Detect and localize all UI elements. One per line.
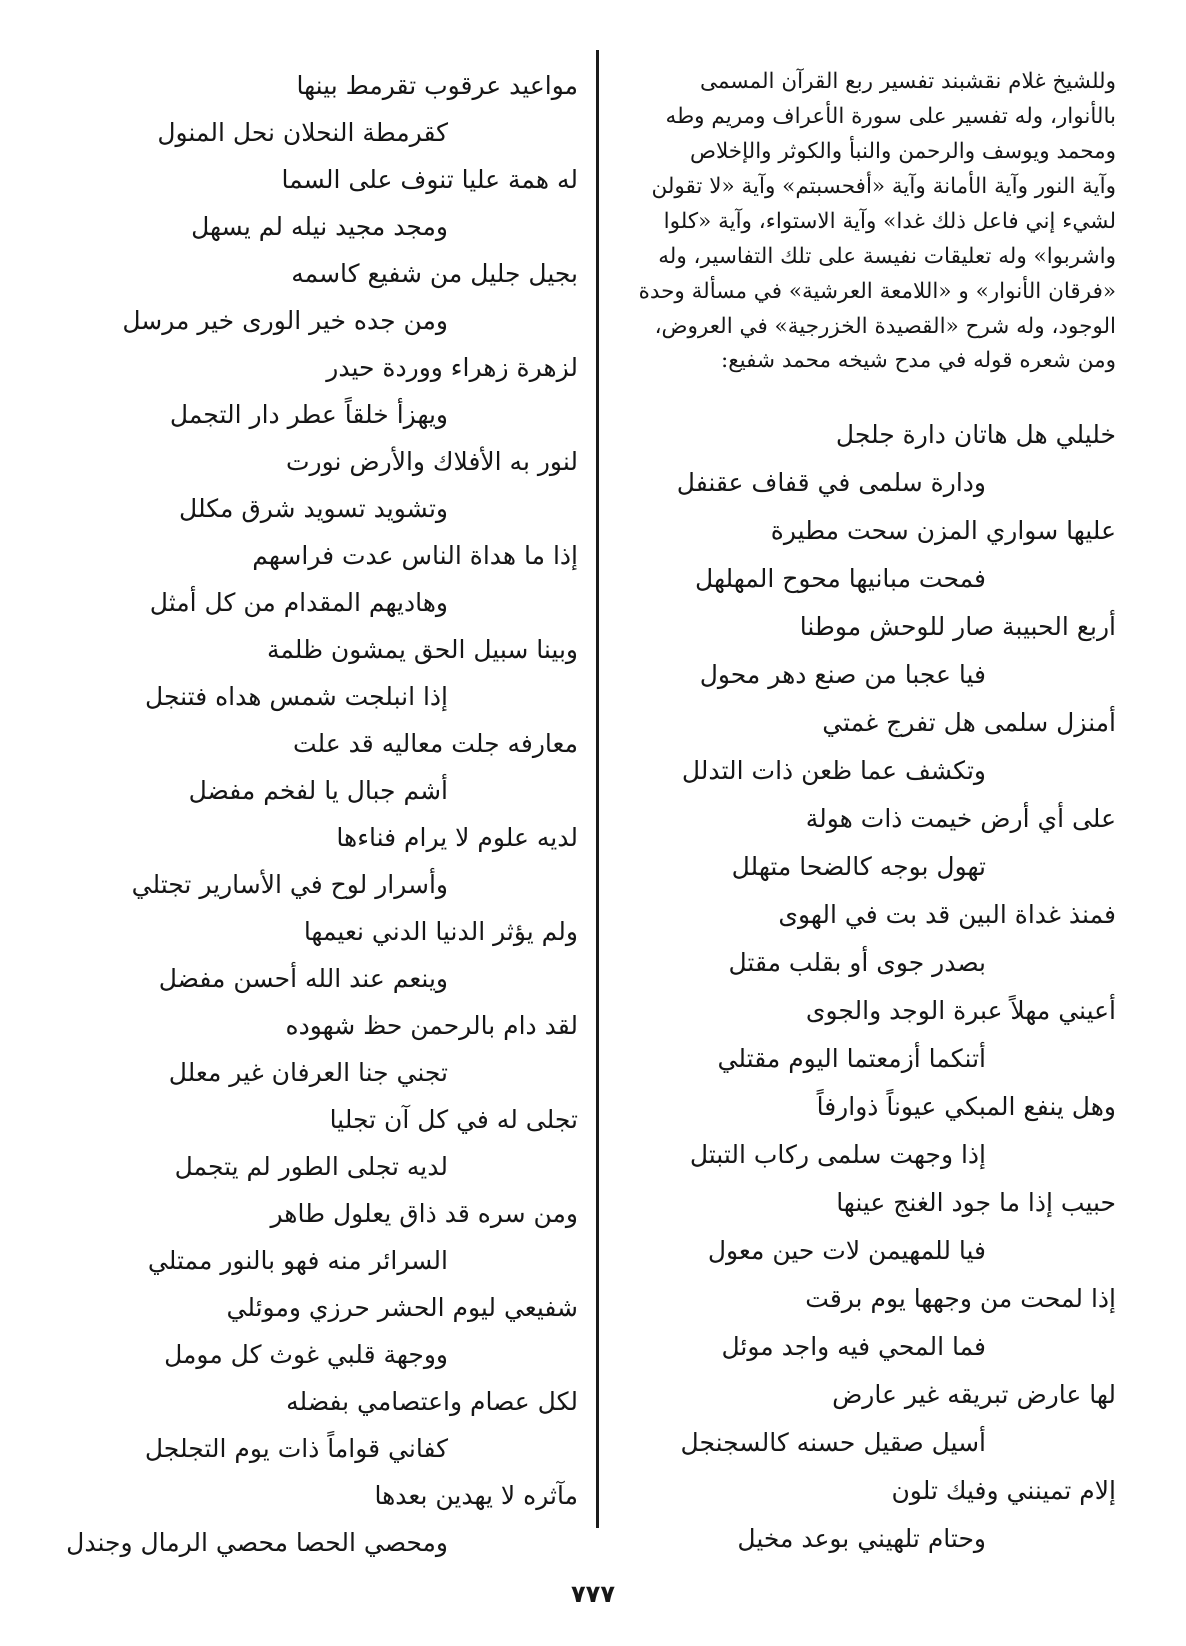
prose-line: الوجود، وله شرح «القصيدة الخزرجية» في العروض، xyxy=(654,314,1116,339)
verse-line: ومحصي الحصا محصي الرمال وجندل xyxy=(66,1528,448,1557)
prose-line: لشيء إني فاعل ذلك غدا» وآية الاستواء، وآية «كلوا xyxy=(663,209,1116,234)
prose-line: ومحمد ويوسف والرحمن والنبأ والكوثر والإخلاص xyxy=(689,139,1116,164)
verse-line: وأسرار لوح في الأسارير تجتلي xyxy=(131,870,448,899)
verse-line: فيا للمهيمن لات حين معول xyxy=(707,1236,986,1265)
verse-line: إلام تمينني وفيك تلون xyxy=(891,1476,1116,1505)
verse-line: وتكشف عما ظعن ذات التدلل xyxy=(681,756,986,785)
verse-line: تجني جنا العرفان غير معلل xyxy=(168,1058,448,1087)
verse-line: لزهرة زهراء ووردة حيدر xyxy=(326,353,578,382)
verse-line: فيا عجبا من صنع دهر محول xyxy=(699,660,986,689)
verse-line: إذا ما هداة الناس عدت فراسهم xyxy=(252,541,578,570)
verse-line: له همة عليا تنوف على السما xyxy=(281,165,578,194)
verse-line: فما المحي فيه واجد موئل xyxy=(721,1332,986,1361)
verse-line: ووجهة قلبي غوث كل مومل xyxy=(164,1340,448,1369)
column-divider xyxy=(596,50,599,1528)
verse-line: تهول بوجه كالضحا متهلل xyxy=(731,852,986,881)
verse-line: لقد دام بالرحمن حظ شهوده xyxy=(285,1011,578,1040)
verse-line: خليلي هل هاتان دارة جلجل xyxy=(835,420,1116,449)
verse-line: أمنزل سلمى هل تفرج غمتي xyxy=(822,708,1116,737)
verse-line: كقرمطة النحلان نحل المنول xyxy=(157,118,448,147)
prose-line: وآية النور وآية الأمانة وآية «أفحسبتم» وآية «لا تقولن xyxy=(651,174,1116,199)
verse-line: وينعم عند الله أحسن مفضل xyxy=(158,964,448,993)
prose-line: واشربوا» وله تعليقات نفيسة على تلك التفاسير، وله xyxy=(658,244,1116,269)
verse-line: أسيل صقيل حسنه كالسجنجل xyxy=(680,1428,986,1457)
verse-line: كفاني قواماً ذات يوم التجلجل xyxy=(144,1434,448,1463)
verse-line: السرائر منه فهو بالنور ممتلي xyxy=(147,1246,448,1275)
verse-line: إذا لمحت من وجهها يوم برقت xyxy=(805,1284,1116,1313)
prose-line: وللشيخ غلام نقشبند تفسير ربع القرآن المسمى xyxy=(700,69,1116,94)
verse-line: ومجد مجيد نيله لم يسهل xyxy=(191,212,448,241)
verse-line: ودارة سلمى في قفاف عقنفل xyxy=(676,468,986,497)
verse-line: فمنذ غداة البين قد بت في الهوى xyxy=(778,900,1116,929)
verse-line: لديه علوم لا يرام فناءها xyxy=(336,823,578,852)
verse-line: فمحت مبانيها محوح المهلهل xyxy=(695,564,986,593)
verse-line: لديه تجلى الطور لم يتجمل xyxy=(174,1152,448,1181)
verse-line: إذا وجهت سلمى ركاب التبتل xyxy=(689,1140,986,1169)
verse-line: ومن جده خير الورى خير مرسل xyxy=(122,306,448,335)
verse-line: لها عارض تبريقه غير عارض xyxy=(832,1380,1116,1409)
prose-line: ومن شعره قوله في مدح شيخه محمد شفيع: xyxy=(720,348,1116,373)
verse-line: وهل ينفع المبكي عيوناً ذوارفاً xyxy=(816,1092,1116,1121)
verse-line: وبينا سبيل الحق يمشون ظلمة xyxy=(266,635,578,664)
verse-line: مواعيد عرقوب تقرمط بينها xyxy=(296,71,578,100)
verse-line: معارفه جلت معاليه قد علت xyxy=(292,729,578,758)
verse-line: وتشويد تسويد شرق مكلل xyxy=(179,494,448,523)
verse-line: على أي أرض خيمت ذات هولة xyxy=(805,804,1116,833)
verse-line: وحتام تلهيني بوعد مخيل xyxy=(737,1524,986,1553)
verse-line: أعيني مهلاً عبرة الوجد والجوى xyxy=(805,996,1116,1025)
verse-line: حبيب إذا ما جود الغنج عينها xyxy=(836,1188,1116,1217)
verse-line: ولم يؤثر الدنيا الدني نعيمها xyxy=(303,917,578,946)
prose-line: «فرقان الأنوار» و «اللامعة العرشية» في مسألة وحدة xyxy=(638,279,1116,304)
verse-line: أتنكما أزمعتما اليوم مقتلي xyxy=(717,1044,986,1073)
verse-line: ومن سره قد ذاق يعلول طاهر xyxy=(270,1199,578,1228)
verse-line: مآثره لا يهدين بعدها xyxy=(374,1481,578,1510)
verse-line: تجلى له في كل آن تجليا xyxy=(329,1105,578,1134)
page-number: ٧٧٧ xyxy=(571,1580,615,1608)
verse-line: إذا انبلجت شمس هداه فتنجل xyxy=(145,682,448,711)
verse-line: لنور به الأفلاك والأرض نورت xyxy=(285,447,578,476)
verse-line: عليها سواري المزن سحت مطيرة xyxy=(770,516,1116,545)
verse-line: أربع الحبيبة صار للوحش موطنا xyxy=(799,612,1116,641)
prose-line: بالأنوار، وله تفسير على سورة الأعراف ومريم وطه xyxy=(665,104,1116,129)
verse-line: وهاديهم المقدام من كل أمثل xyxy=(149,588,448,617)
verse-line: أشم جبال يا لفخم مفضل xyxy=(188,776,448,805)
verse-line: لكل عصام واعتصامي بفضله xyxy=(286,1387,578,1416)
verse-line: بجيل جليل من شفيع كاسمه xyxy=(291,259,578,288)
verse-line: شفيعي ليوم الحشر حرزي وموئلي xyxy=(226,1293,578,1322)
verse-line: بصدر جوى أو بقلب مقتل xyxy=(728,948,986,977)
verse-line: ويهزأ خلقاً عطر دار التجمل xyxy=(169,400,448,429)
